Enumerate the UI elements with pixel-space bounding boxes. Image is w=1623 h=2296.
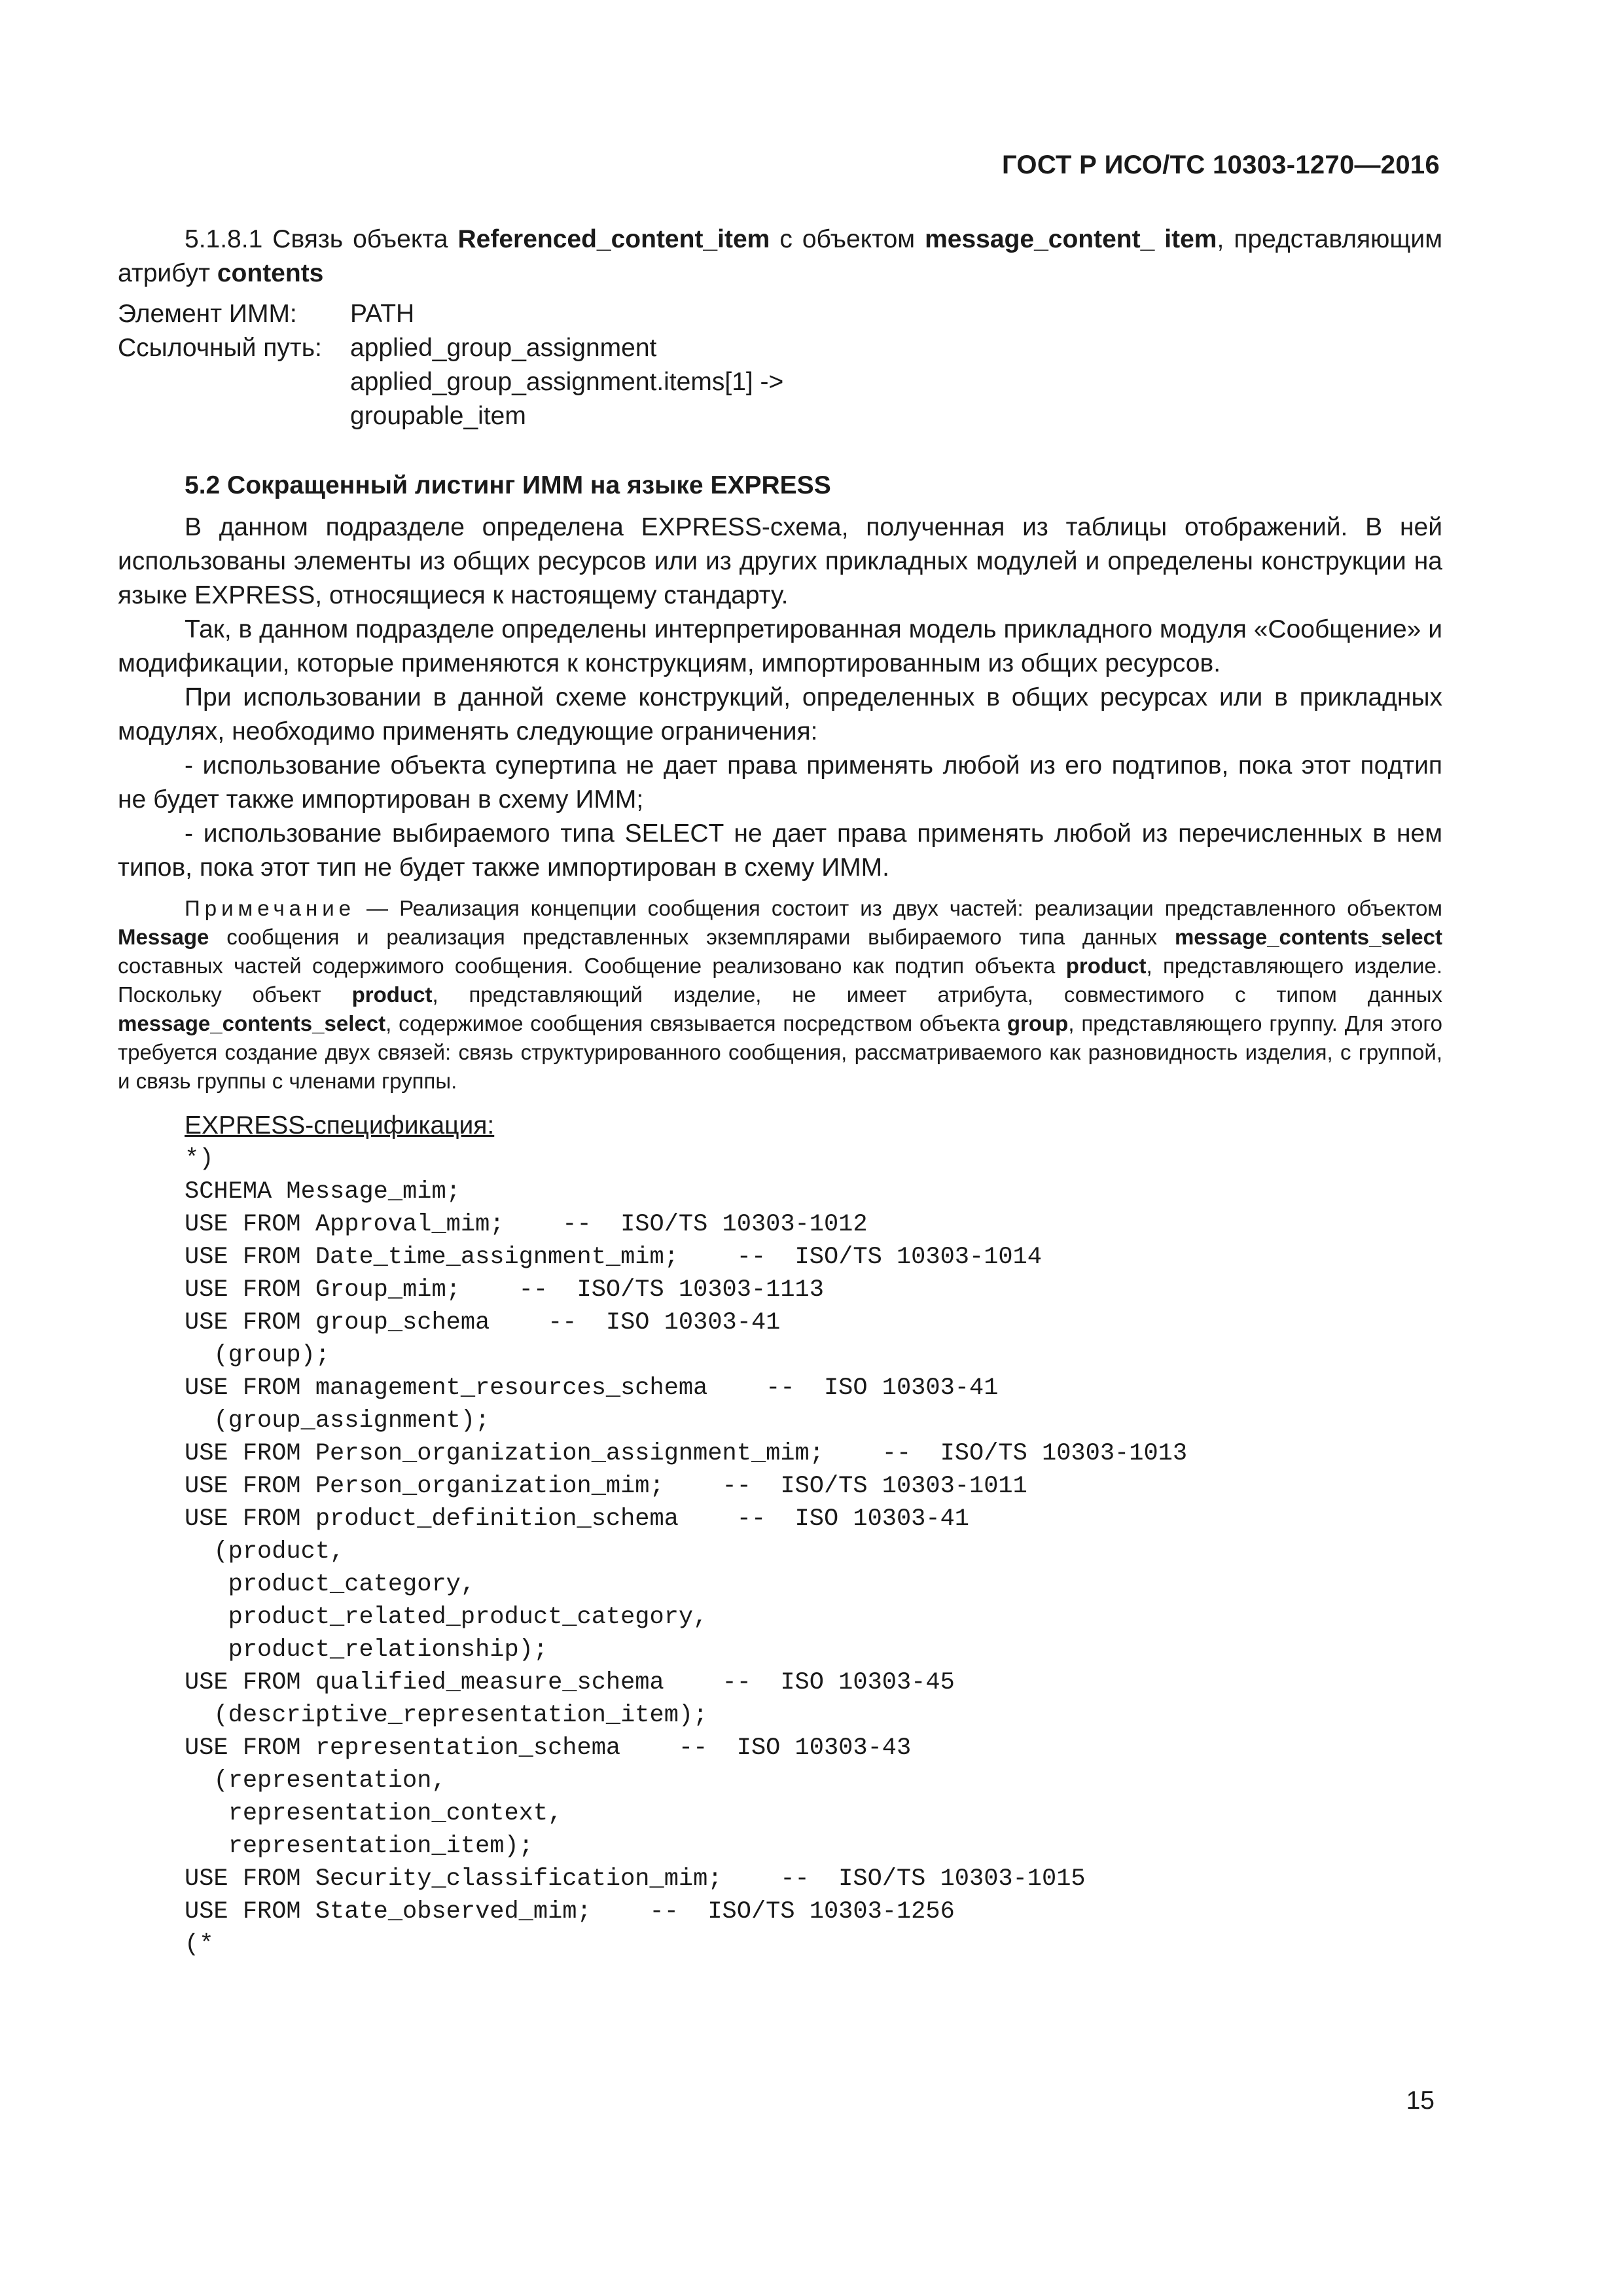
entity-name: Referenced_content_item — [457, 225, 770, 253]
page-content — [118, 223, 1442, 1961]
note-label: Примечание — [185, 896, 356, 920]
note-term: message_contents_select — [1174, 925, 1442, 949]
note-paragraph — [118, 894, 1442, 1096]
note-text: — Реализация концепции сообщения состоит из двух частей: реализации представленного объектом — [355, 896, 1442, 920]
express-code-listing: *) SCHEMA Message_mim; USE FROM Approval_mim; -- ISO/TS 10303-1012 USE FROM Date_time_assignment_mim; -- ISO/TS 10303-1014 USE FROM Group_mim; -- ISO/TS 10303-1113 USE FROM group_schema -- ISO 10303-41 (group); USE FROM management_resources_schema -- ISO 10303-41 (group_assignment); USE FROM Person_organization_assignment_mim; -- ISO/TS 10303-1013 USE FROM Person_organization_mim; -- ISO/TS 10303-1011 USE FROM product_definition_schema -- ISO 10303-41 (product, product_category, product_related_product_category, product_relationship); USE FROM qualified_measure_schema -- ISO 10303-45 (descriptive_representation_item); USE FROM representation_schema -- ISO 10303-43 (representation, representation_context, representation_item); USE FROM Security_classification_mim; -- ISO/TS 10303-1015 USE FROM State_observed_mim; -- ISO/TS 10303-1256 (* — [185, 1145, 1188, 1958]
clause-text: , представляющим атрибут — [118, 225, 1443, 287]
clause-text: с объектом — [770, 225, 925, 253]
note-term: product — [351, 982, 433, 1007]
document-header: ГОСТ Р ИСО/ТС 10303-1270—2016 — [1001, 151, 1440, 179]
path-line: applied_group_assignment.items[1] -> — [350, 368, 784, 396]
list-item: - использование объекта супертипа не дает права применять любой из его подтипов, пока этот подтип не будет также импортирован в схему ИММ; — [118, 751, 1442, 814]
mapping-path — [350, 331, 1442, 433]
note-term: group — [1007, 1011, 1069, 1035]
note-text: составных частей содержимого сообщения. Сообщение реализовано как подтип объекта — [118, 954, 1066, 978]
express-spec-title: EXPRESS-спецификация: — [185, 1111, 495, 1139]
note-term: Message — [118, 925, 209, 949]
path-line: applied_group_assignment — [350, 334, 657, 362]
paragraph: В данном подразделе определена EXPRESS-схема, полученная из таблицы отображений. В ней использованы элементы из общих ресурсов или из других прикладных модулей и определены конструкции на языке EXPRESS, относящиеся к настоящему стандарту. — [118, 513, 1442, 609]
mapping-label: Ссылочный путь: — [118, 334, 322, 362]
clause-5-1-8-1 — [118, 223, 1442, 291]
note-term: message_contents_select — [118, 1011, 386, 1035]
mapping-label: Элемент ИММ: — [118, 300, 297, 328]
note-term: product — [1065, 954, 1147, 978]
note-text: , представляющий изделие, не имеет атрибута, совместимого с типом данных — [432, 982, 1442, 1007]
paragraph: При использовании в данной схеме конструкций, определенных в общих ресурсах или в прикладных модулях, необходимо применять следующие ограничения: — [118, 683, 1442, 745]
note-text: , представляющего изделие. Поскольку объект — [118, 954, 1442, 1007]
path-line: groupable_item — [350, 402, 526, 430]
note-text: сообщения и реализация представленных экземплярами выбираемого типа данных — [209, 925, 1175, 949]
attribute-name: contents — [217, 259, 324, 287]
note-text: , представляющего группу. Для этого требуется создание двух связей: связь структурированного сообщения, рассматриваемого как разновидность изделия, с группой, и связь группы с членами группы. — [118, 1011, 1442, 1093]
section-heading: 5.2 Сокращенный листинг ИММ на языке EXPRESS — [185, 471, 831, 499]
mapping-value: PATH — [350, 300, 415, 328]
list-item: - использование выбираемого типа SELECT не дает права применять любой из перечисленных в нем типов, пока этот тип не будет также импортирован в схему ИММ. — [118, 819, 1442, 882]
paragraph: Так, в данном подразделе определены интерпретированная модель прикладного модуля «Сообщение» и модификации, которые применяются к конструкциям, импортированным из общих ресурсов. — [118, 615, 1442, 677]
note-text: , содержимое сообщения связывается посредством объекта — [385, 1011, 1007, 1035]
page-number: 15 — [1406, 2087, 1435, 2115]
entity-name: message_content_ item — [925, 225, 1217, 253]
mapping-row-element — [118, 297, 1442, 331]
mapping-row-path — [118, 331, 1442, 433]
mapping-block — [118, 297, 1442, 433]
clause-text: 5.1.8.1 Связь объекта — [185, 225, 458, 253]
